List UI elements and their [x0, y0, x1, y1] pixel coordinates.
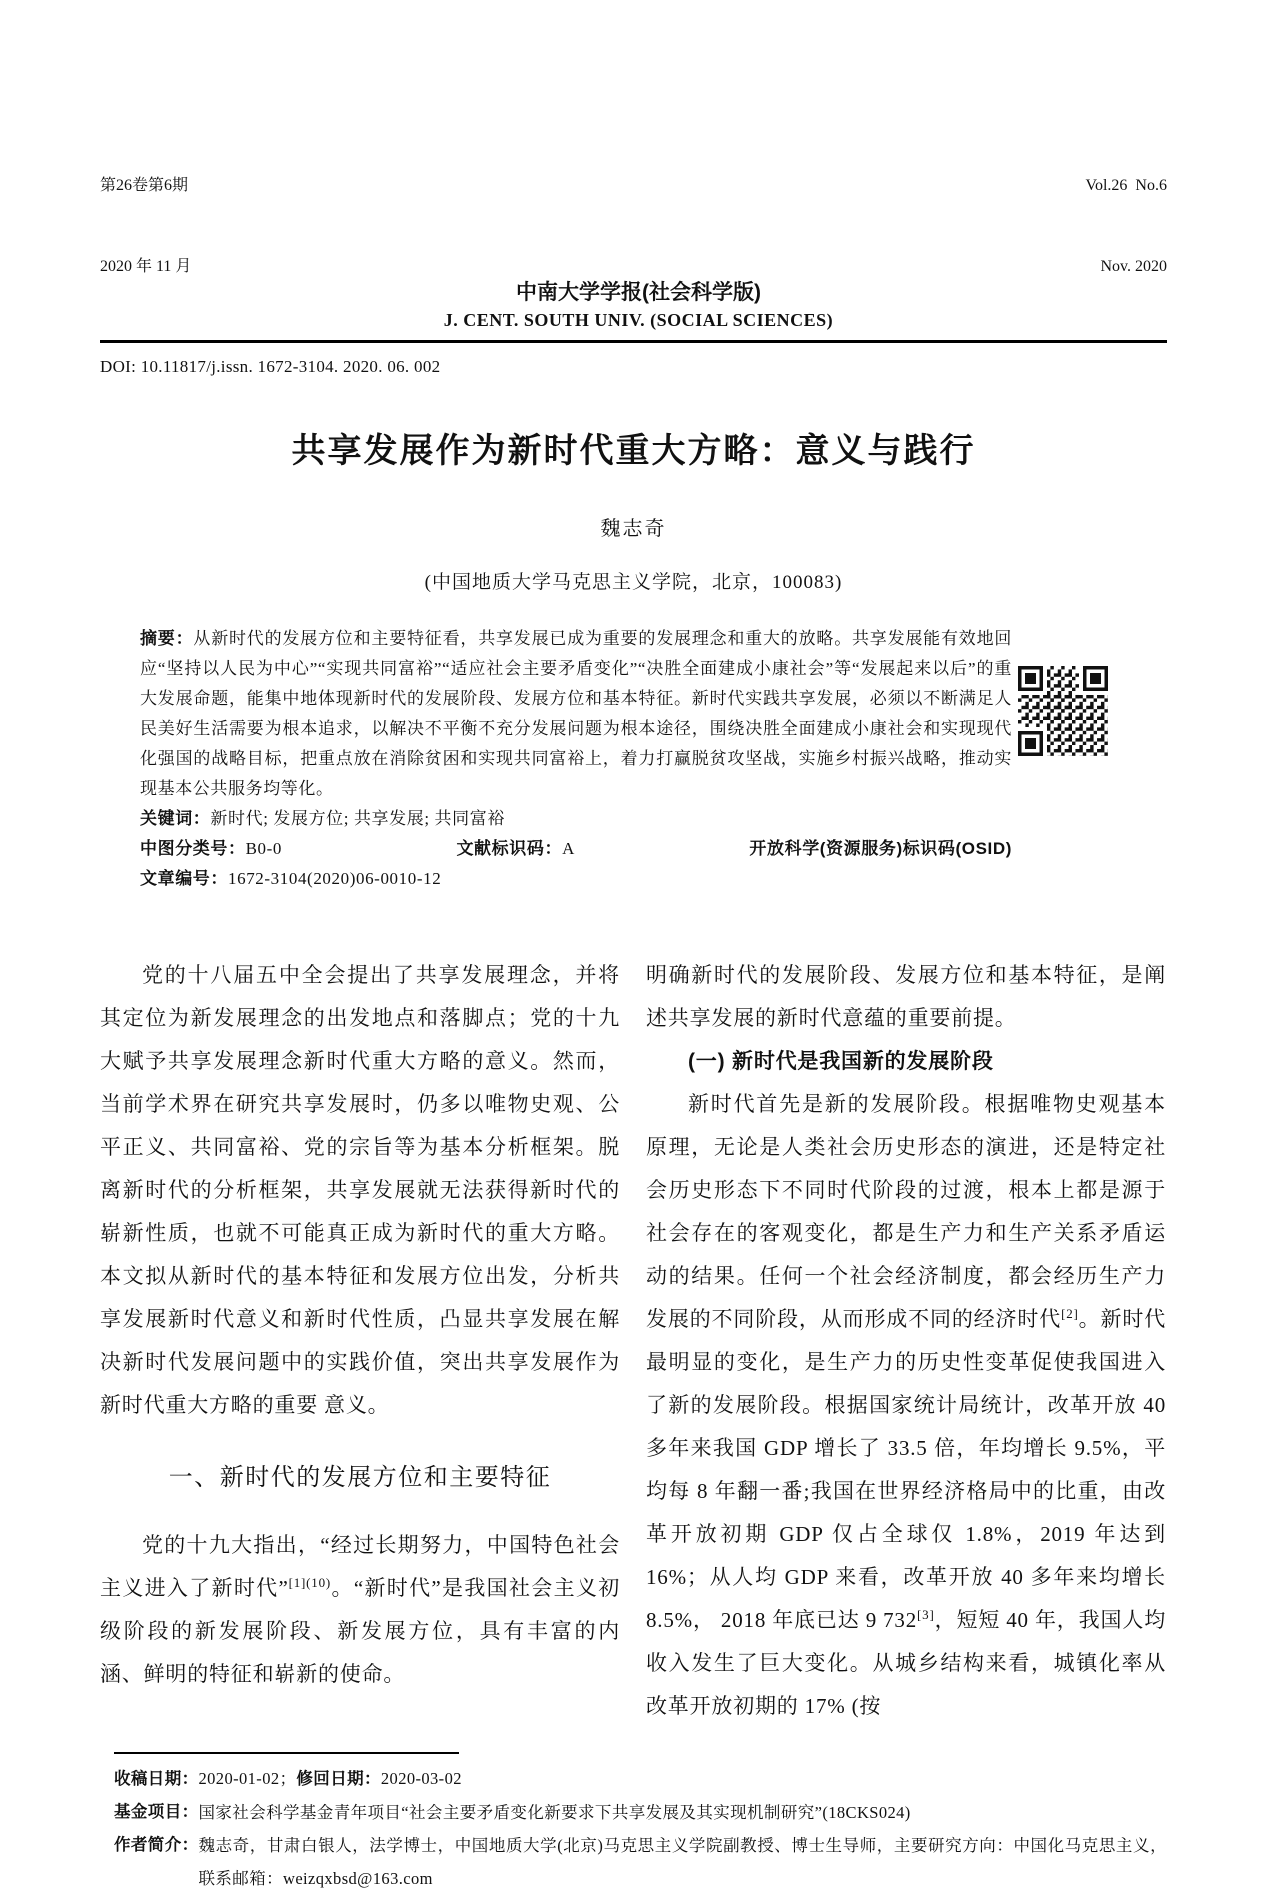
volume-issue-cn: 第26卷第6期: [100, 177, 189, 194]
section-1-paragraph: [100, 1524, 620, 1696]
keywords-line: [140, 804, 1012, 834]
abstract-paragraph: [140, 624, 1012, 804]
intro-paragraph: 党的十八届五中全会提出了共享发展理念，并将其定位为新发展理念的出发地点和落脚点；党的十九大赋予共享发展理念新时代重大方略的意义。然而，当前学术界在研究共享发展时，仍多以唯物史观、公平正义、共同富裕、党的宗旨等为基本分析框架。脱离新时代的分析框架，共享发展就无法获得新时代的崭新性质，也就不可能真正成为新时代的重大方略。本文拟从新时代的基本特征和发展方位出发，分析共享发展新时代意义和新时代性质，凸显共享发展在解决新时代发展问题中的实践价值，突出共享发展作为新时代重大方略的重要 意义。: [100, 963, 620, 1417]
right-column: [646, 954, 1166, 1728]
dates-line: [114, 1762, 1167, 1796]
classification-line: [140, 834, 1012, 864]
journal-name: [444, 280, 833, 334]
abstract-text: 从新时代的发展方位和主要特征看，共享发展已成为重要的发展理念和重大的放略。共享发展能有效地回应“坚持以人民为中心”“实现共同富裕”“适应社会主要矛盾变化”“决胜全面建成小康社会”等“发展起来以后”的重大发展命题，能集中地体现新时代的发展阶段、发展方位和基本特征。新时代实践共享发展，必须以不断满足人民美好生活需要为根本追求，以解决不平衡不充分发展问题为根本途径，围绕决胜全面建成小康社会和实现现代化强国的战略目标，把重点放在消除贫困和实现共同富裕上，着力打赢脱贫攻坚战，实施乡村振兴战略，推动实现基本公共服务均等化。: [140, 629, 1012, 798]
subsection-text-3: ，短短 40 年，我国人均收入发生了巨大变化。从城乡结构来看，城镇化率从改革开放初期的 17% (按: [646, 1608, 1166, 1718]
received-label: 收稿日期：: [114, 1770, 199, 1788]
abstract-label: 摘要：: [140, 629, 194, 648]
left-column: [100, 954, 620, 1728]
revised-date: 2020-03-02: [380, 1769, 462, 1788]
journal-name-en: J. CENT. SOUTH UNIV. (SOCIAL SCIENCES): [443, 310, 834, 330]
article-title: 共享发展作为新时代重大方略：意义与践行: [291, 432, 976, 470]
citation-ref-3: [3]: [917, 1607, 935, 1622]
author-name: 魏志奇: [600, 518, 667, 540]
article-number-label: 文章编号：: [140, 869, 228, 888]
clc-value: B0-0: [245, 839, 283, 858]
section-1-text-after: 。“新时代”是我国社会主义初级阶段的新发展阶段、新发展方位，具有丰富的内涵、鲜明的特征和崭新的使命。: [100, 1576, 621, 1686]
abstract-block: [140, 624, 1012, 894]
citation-ref-1: [1](10): [288, 1575, 332, 1590]
first-page-footnotes: [114, 1752, 1167, 1895]
doc-code-label: 文献标识码：: [456, 839, 563, 858]
osid-qr-icon: [1018, 666, 1108, 756]
journal-name-cn: 中南大学学报(社会科学版): [515, 281, 761, 304]
header-rule: [100, 340, 1167, 343]
issue-info: [100, 118, 191, 334]
keywords-text: 新时代; 发展方位; 共享发展; 共同富裕: [210, 809, 505, 828]
revised-label: 修回日期：: [296, 1770, 381, 1788]
received-date: 2020-01-02；: [198, 1769, 297, 1788]
volume-issue-en: Vol.26 No.6: [1085, 177, 1167, 194]
date-en: Nov. 2020: [1100, 258, 1167, 275]
author-bio-line: [114, 1829, 1167, 1895]
doc-code-item: [456, 834, 575, 864]
subsection-1-heading: (一) 新时代是我国新的发展阶段: [688, 1050, 994, 1073]
citation-ref-2: [2]: [1061, 1306, 1079, 1321]
article-body: [100, 954, 1167, 1728]
author-bio-label: 作者简介：: [114, 1836, 199, 1854]
fund-label: 基金项目：: [114, 1803, 199, 1821]
fund-line: [114, 1796, 1167, 1829]
doi-line: DOI: 10.11817/j.issn. 1672-3104. 2020. 06. 002: [100, 357, 441, 376]
doc-code-value: A: [562, 839, 575, 858]
author-bio-text: 魏志奇，甘肃白银人，法学博士，中国地质大学(北京)马克思主义学院副教授、博士生导师，主要研究方向：中国化马克思主义，联系邮箱：weizqxbsd@163.com: [198, 1836, 1167, 1888]
article-number-line: [140, 864, 1012, 894]
section-1-text-before: 党的十九大指出，“经过长期努力，中国特色社会主义进入了新时代”: [100, 1533, 620, 1600]
date-cn: 2020 年 11 月: [100, 258, 192, 275]
subsection-1-paragraph: [646, 1083, 1166, 1728]
author-affiliation: (中国地质大学马克思主义学院，北京，100083): [424, 572, 843, 593]
keywords-label: 关键词：: [140, 809, 211, 828]
continuation-paragraph: 明确新时代的发展阶段、发展方位和基本特征，是阐述共享发展的新时代意蕴的重要前提。: [646, 963, 1166, 1030]
subsection-text-2: 。新时代最明显的变化，是生产力的历史性变革促使我国进入了新的发展阶段。根据国家统计局统计，改革开放 40 多年来我国 GDP 增长了 33.5 倍，年均增长 9.5%，平均每 8 年翻一番;我国在世界经济格局中的比重，由改革开放初期 GDP 仅占全球仅 1.8%，2019 年达到 16%；从人均 GDP 来看，改革开放 40 多年来均增长 8.5%， 2018 年底已达 9 732: [646, 1307, 1167, 1632]
article-number-value: 1672-3104(2020)06-0010-12: [228, 869, 442, 888]
issue-info-en: [1085, 118, 1167, 334]
section-1-heading: 一、新时代的发展方位和主要特征: [168, 1465, 552, 1491]
osid-label: 开放科学(资源服务)标识码(OSID): [749, 839, 1012, 858]
fund-text: 国家社会科学基金青年项目“社会主要矛盾变化新要求下共享发展及其实现机制研究”(18CKS024): [198, 1803, 911, 1822]
footnote-rule: [114, 1752, 459, 1754]
journal-running-head: [100, 118, 1167, 334]
subsection-text-1: 新时代首先是新的发展阶段。根据唯物史观基本原理，无论是人类社会历史形态的演进，还是特定社会历史形态下不同时代阶段的过渡，根本上都是源于社会存在的客观变化，都是生产力和生产关系矛盾运动的结果。任何一个社会经济制度，都会经历生产力发展的不同阶段，从而形成不同的经济时代: [646, 1092, 1166, 1331]
clc-item: [140, 834, 282, 864]
clc-label: 中图分类号：: [140, 839, 246, 858]
